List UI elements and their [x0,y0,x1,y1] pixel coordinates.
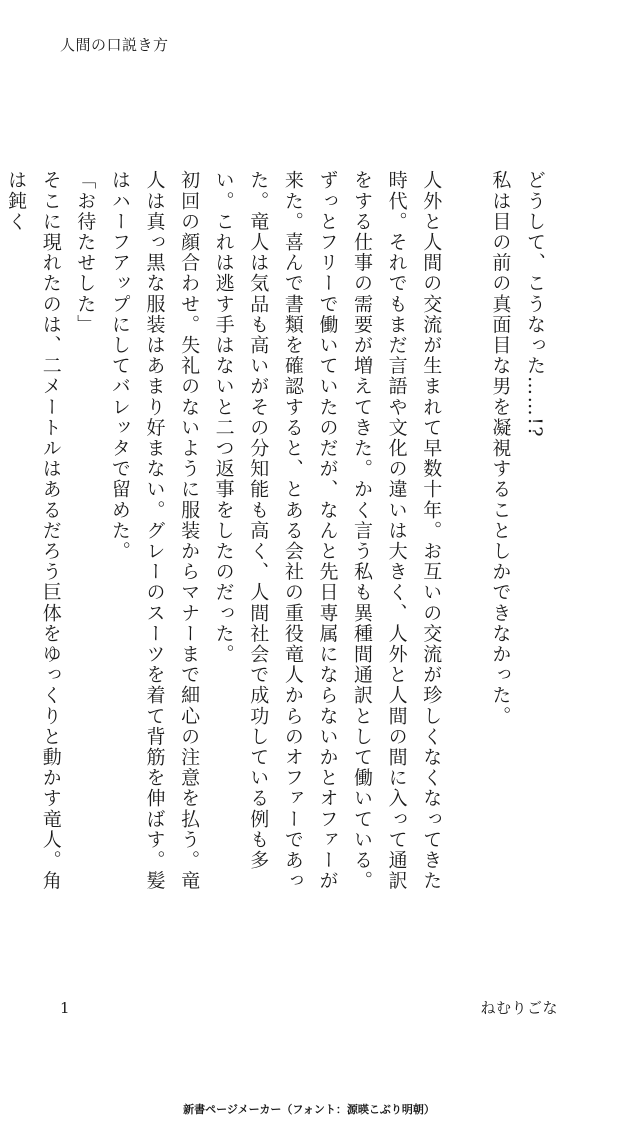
generator-credit: 新書ページメーカー（フォント：源暎こぶり明朝） [183,1103,435,1116]
paragraph: 初回の顔合わせ。失礼のないように服装からマナーまで細心の注意を払う。竜人は真っ黒な服装はあまり好まない。グレーのスーツを着て背筋を伸ばす。髪はハーフアップにしてバレッタで留めた。 [108,170,201,891]
vertical-body-text [5,170,552,910]
paragraph: 人外と人間の交流が生まれて早数十年。お互いの交流が珍しくなくなってきた時代。それでもまだ言語や文化の違いは大きく、人外と人間の間に入って通訳をする仕事の需要が増えてきた。かく言う私も異種間通訳として働いている。ずっとフリーで働いていたのだが、なんと先日専属にならないかとオファーが来た。喜んで書類を確認すると、とある会社の重役竜人からのオファーであった。竜人は気品も高いがその分知能も高く、人間社会で成功している例も多い。これは逃す手はないと二つ返事をしたのだった。 [212,170,443,891]
book-title: 人間の口説き方 [60,36,169,54]
author-name: ねむりごな [480,999,558,1017]
paragraph: どうして、こうなった……!? [524,170,546,439]
paragraph: 私は目の前の真面目な男を凝視することしかできなかった。 [489,170,512,727]
blank-line [448,170,483,910]
paragraph: そこに現れたのは、二メートルはあるだろう巨体をゆっくりと動かす竜人。角は鈍く [5,170,62,891]
paragraph: 「お待たせした」 [74,170,97,335]
page-number: 1 [60,999,70,1017]
